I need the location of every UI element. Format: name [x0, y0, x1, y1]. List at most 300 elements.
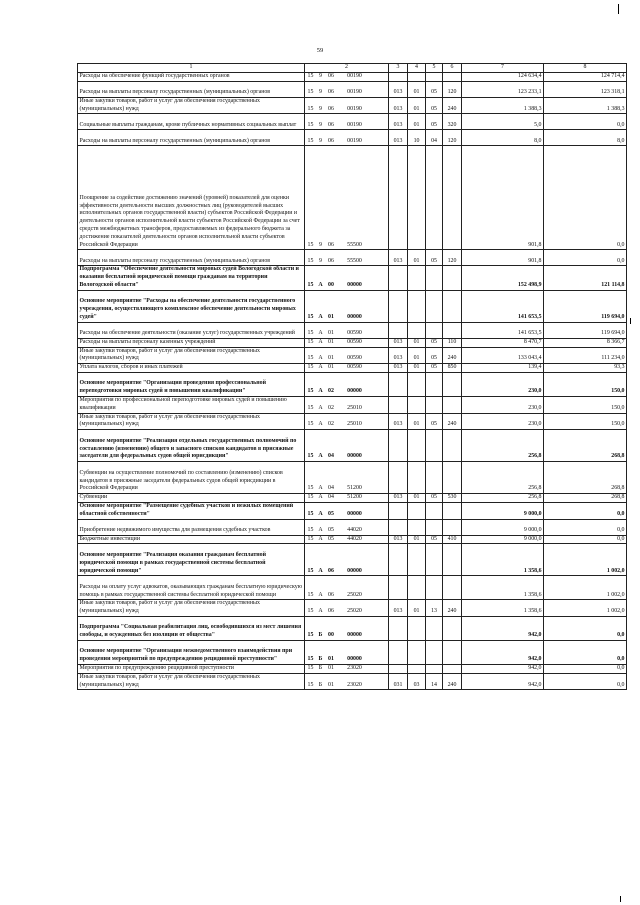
row-target-code — [305, 544, 389, 576]
row-subsection — [426, 396, 443, 413]
code-part: 00 — [328, 632, 334, 639]
code-part: 15 — [307, 241, 314, 248]
code-part: 00000 — [347, 632, 362, 639]
row-amount-year1: 8 470,7 — [462, 338, 544, 347]
row-amount-year1: 230,0 — [462, 372, 544, 396]
row-expense-type — [443, 502, 462, 519]
row-grbs — [389, 462, 408, 494]
row-name: Приобретение недвижимого имущества для размещения судебных участков — [78, 519, 305, 535]
table-row — [78, 502, 627, 519]
row-grbs: 013 — [389, 535, 408, 544]
code-part: 9 — [319, 241, 322, 248]
row-expense-type: 120 — [443, 250, 462, 266]
table-row — [78, 266, 627, 290]
row-section — [408, 462, 426, 494]
table-row — [78, 73, 627, 82]
row-target-code — [305, 462, 389, 494]
code-part: 15 — [307, 404, 314, 411]
code-part: 15 — [307, 105, 314, 112]
row-target-code — [305, 146, 389, 250]
row-section: 01 — [408, 250, 426, 266]
row-amount-year2: 0,0 — [544, 519, 627, 535]
code-part: 9 — [319, 137, 322, 144]
row-section: 01 — [408, 81, 426, 97]
row-grbs: 013 — [389, 338, 408, 347]
code-part: 00000 — [347, 656, 362, 663]
row-section — [408, 519, 426, 535]
code-part: А — [318, 567, 323, 574]
code-part: 15 — [307, 632, 314, 639]
row-section — [408, 322, 426, 338]
row-grbs: 013 — [389, 81, 408, 97]
code-part: 01 — [328, 313, 334, 320]
row-subsection: 05 — [426, 81, 443, 97]
row-amount-year2: 268,8 — [544, 462, 627, 494]
code-part: 15 — [307, 73, 314, 79]
row-grbs: 013 — [389, 250, 408, 266]
code-part: 06 — [328, 89, 334, 95]
row-name: Основное мероприятие "Реализация отдельных государственных полномочий по составлению (изменению) общего и запасного списков кандидатов в присяжные заседатели для федеральных судов общей юрисдикции" — [78, 430, 305, 462]
row-subsection: 05 — [426, 364, 443, 373]
row-expense-type — [443, 640, 462, 664]
row-amount-year2: 268,8 — [544, 430, 627, 462]
code-part: 06 — [328, 121, 334, 128]
header-col-8: 8 — [544, 64, 627, 73]
code-part: 00000 — [347, 567, 362, 574]
code-part: 15 — [307, 656, 314, 663]
code-part: А — [318, 494, 323, 501]
row-grbs — [389, 290, 408, 322]
row-target-code — [305, 290, 389, 322]
row-section: 01 — [408, 338, 426, 347]
row-target-code — [305, 502, 389, 519]
table-row — [78, 544, 627, 576]
header-col-5: 5 — [426, 64, 443, 73]
code-part: 23020 — [347, 664, 362, 671]
row-name: Бюджетные инвестиции — [78, 535, 305, 544]
row-expense-type — [443, 146, 462, 250]
code-part: 00590 — [347, 364, 362, 371]
row-subsection — [426, 372, 443, 396]
row-grbs — [389, 519, 408, 535]
row-amount-year2: 1 002,0 — [544, 544, 627, 576]
row-expense-type — [443, 462, 462, 494]
header-row — [78, 64, 627, 73]
table-row — [78, 130, 627, 146]
row-grbs: 031 — [389, 673, 408, 690]
code-part: А — [318, 421, 323, 428]
row-expense-type: 240 — [443, 347, 462, 364]
row-expense-type: 110 — [443, 338, 462, 347]
row-section: 01 — [408, 347, 426, 364]
row-target-code — [305, 413, 389, 430]
row-name: Подпрограмма "Обеспечение деятельности мировых судей Вологодской области и оказания бесплатной юридической помощи гражданам на территории Вологодской области" — [78, 266, 305, 290]
code-part: А — [318, 388, 323, 395]
code-part: 04 — [328, 453, 334, 460]
table-row — [78, 430, 627, 462]
scan-mark-bottom — [620, 896, 621, 902]
scan-mark-top — [618, 4, 619, 14]
row-name: Расходы на обеспечение функций государственных органов — [78, 73, 305, 82]
code-part: 15 — [307, 421, 314, 428]
row-amount-year2: 0,0 — [544, 535, 627, 544]
row-amount-year2: 1 002,0 — [544, 576, 627, 600]
code-part: 25020 — [347, 608, 362, 615]
code-part: А — [318, 510, 323, 517]
code-part: 06 — [328, 241, 334, 248]
code-part: А — [318, 364, 323, 371]
row-grbs — [389, 544, 408, 576]
code-part: 15 — [307, 681, 314, 688]
code-part: 9 — [319, 73, 322, 79]
row-amount-year2: 0,0 — [544, 673, 627, 690]
row-grbs: 013 — [389, 600, 408, 617]
code-part: 15 — [307, 329, 314, 336]
row-amount-year2: 268,8 — [544, 494, 627, 503]
row-section — [408, 146, 426, 250]
code-part: 00190 — [347, 121, 362, 128]
code-part: 04 — [328, 485, 334, 492]
row-expense-type — [443, 616, 462, 640]
table-row — [78, 338, 627, 347]
code-part: А — [318, 313, 323, 320]
table-row — [78, 364, 627, 373]
code-part: 15 — [307, 453, 314, 460]
row-section: 01 — [408, 600, 426, 617]
row-expense-type: 850 — [443, 364, 462, 373]
table-row — [78, 290, 627, 322]
code-part: 00190 — [347, 105, 362, 112]
code-part: 05 — [328, 510, 334, 517]
code-part: 02 — [328, 421, 334, 428]
row-subsection — [426, 544, 443, 576]
table-row — [78, 114, 627, 130]
row-amount-year1: 942,0 — [462, 616, 544, 640]
row-subsection — [426, 640, 443, 664]
row-amount-year1: 152 498,9 — [462, 266, 544, 290]
table-row — [78, 616, 627, 640]
row-expense-type — [443, 430, 462, 462]
row-amount-year2: 0,0 — [544, 640, 627, 664]
code-part: 05 — [328, 526, 334, 533]
row-subsection: 04 — [426, 130, 443, 146]
code-part: 51200 — [347, 494, 362, 501]
row-section — [408, 544, 426, 576]
code-part: Б — [318, 664, 323, 671]
row-name: Иные закупки товаров, работ и услуг для обеспечения государственных (муниципальных) нужд — [78, 673, 305, 690]
row-amount-year2: 1 002,0 — [544, 600, 627, 617]
code-part: 00000 — [347, 313, 362, 320]
row-subsection — [426, 576, 443, 600]
row-subsection — [426, 616, 443, 640]
header-col-7: 7 — [462, 64, 544, 73]
row-target-code — [305, 396, 389, 413]
row-expense-type — [443, 544, 462, 576]
row-grbs — [389, 430, 408, 462]
table-row — [78, 396, 627, 413]
code-part: 06 — [328, 73, 334, 79]
code-part: А — [318, 526, 323, 533]
row-amount-year1: 8,0 — [462, 130, 544, 146]
code-part: А — [318, 338, 323, 345]
code-part: 15 — [307, 664, 314, 671]
row-name: Иные закупки товаров, работ и услуг для обеспечения государственных (муниципальных) нужд — [78, 97, 305, 114]
code-part: 15 — [307, 535, 314, 542]
code-part: А — [318, 404, 323, 411]
row-target-code — [305, 576, 389, 600]
row-amount-year1: 133 043,4 — [462, 347, 544, 364]
row-section: 03 — [408, 673, 426, 690]
code-part: 04 — [328, 494, 334, 501]
row-section: 01 — [408, 97, 426, 114]
row-name: Расходы на выплаты персоналу государственных (муниципальных) органов — [78, 250, 305, 266]
row-amount-year2: 8,0 — [544, 130, 627, 146]
code-part: 9 — [319, 89, 322, 95]
code-part: 15 — [307, 89, 314, 95]
row-grbs — [389, 664, 408, 673]
row-expense-type: 530 — [443, 494, 462, 503]
table-row — [78, 347, 627, 364]
row-amount-year2: 8 366,7 — [544, 338, 627, 347]
row-amount-year1: 1 358,6 — [462, 576, 544, 600]
code-part: 15 — [307, 388, 314, 395]
row-amount-year1: 942,0 — [462, 673, 544, 690]
row-subsection: 05 — [426, 250, 443, 266]
row-subsection: 05 — [426, 494, 443, 503]
code-part: 25010 — [347, 404, 362, 411]
row-expense-type — [443, 519, 462, 535]
row-subsection — [426, 664, 443, 673]
row-subsection: 05 — [426, 413, 443, 430]
row-amount-year1: 9 000,0 — [462, 502, 544, 519]
code-part: 15 — [307, 526, 314, 533]
row-section: 01 — [408, 364, 426, 373]
code-part: 06 — [328, 137, 334, 144]
row-name: Основное мероприятие "Организация проведения профессиональной переподготовки мировых судей и повышения квалификации" — [78, 372, 305, 396]
table-row — [78, 322, 627, 338]
row-section — [408, 372, 426, 396]
code-part: А — [318, 329, 323, 336]
row-subsection — [426, 502, 443, 519]
row-amount-year2: 150,0 — [544, 396, 627, 413]
row-expense-type: 410 — [443, 535, 462, 544]
code-part: 02 — [328, 388, 334, 395]
header-col-3: 3 — [389, 64, 408, 73]
code-part: 01 — [328, 681, 334, 688]
code-part: 9 — [319, 105, 322, 112]
code-part: 00190 — [347, 89, 362, 95]
code-part: 00000 — [347, 388, 362, 395]
row-subsection — [426, 519, 443, 535]
row-grbs: 013 — [389, 114, 408, 130]
row-grbs: 013 — [389, 97, 408, 114]
row-section: 10 — [408, 130, 426, 146]
row-target-code — [305, 347, 389, 364]
row-target-code — [305, 640, 389, 664]
row-grbs — [389, 576, 408, 600]
row-target-code — [305, 130, 389, 146]
row-amount-year2: 0,0 — [544, 616, 627, 640]
code-part: 00 — [328, 281, 334, 288]
table-row — [78, 600, 627, 617]
code-part: 55500 — [347, 257, 362, 264]
row-amount-year1: 942,0 — [462, 640, 544, 664]
table-row — [78, 372, 627, 396]
row-section: 01 — [408, 114, 426, 130]
row-grbs: 013 — [389, 364, 408, 373]
row-section: 01 — [408, 413, 426, 430]
row-amount-year1: 9 000,0 — [462, 519, 544, 535]
row-subsection — [426, 146, 443, 250]
code-part: 15 — [307, 338, 314, 345]
code-part: 15 — [307, 364, 314, 371]
code-part: 06 — [328, 257, 334, 264]
row-subsection — [426, 322, 443, 338]
row-expense-type: 120 — [443, 81, 462, 97]
row-amount-year2: 0,0 — [544, 502, 627, 519]
code-part: 02 — [328, 404, 334, 411]
row-subsection: 05 — [426, 535, 443, 544]
code-part: 25020 — [347, 591, 362, 598]
row-grbs: 013 — [389, 347, 408, 364]
row-name: Основное мероприятие "Размещение судебных участков и нежилых помещений областной собственности" — [78, 502, 305, 519]
code-part: 00590 — [347, 355, 362, 362]
row-name: Субвенции на осуществление полномочий по составлению (изменению) списков кандидатов в присяжные заседатели федеральных судов общей юрисдикции в Российской Федерации — [78, 462, 305, 494]
row-section — [408, 640, 426, 664]
code-part: 00590 — [347, 329, 362, 336]
row-name: Субвенции — [78, 494, 305, 503]
row-grbs — [389, 372, 408, 396]
scan-mark-mid — [630, 318, 631, 324]
row-amount-year1: 5,0 — [462, 114, 544, 130]
code-part: 15 — [307, 608, 314, 615]
row-name: Уплата налогов, сборов и иных платежей — [78, 364, 305, 373]
row-amount-year2: 119 694,0 — [544, 290, 627, 322]
table-row — [78, 673, 627, 690]
code-part: 44020 — [347, 535, 362, 542]
row-target-code — [305, 494, 389, 503]
code-part: 15 — [307, 494, 314, 501]
row-amount-year2: 150,0 — [544, 372, 627, 396]
row-target-code — [305, 338, 389, 347]
row-expense-type: 240 — [443, 673, 462, 690]
row-amount-year1: 141 653,5 — [462, 290, 544, 322]
row-target-code — [305, 519, 389, 535]
code-part: 15 — [307, 591, 314, 598]
code-part: 01 — [328, 338, 334, 345]
code-part: 15 — [307, 510, 314, 517]
row-name: Основное мероприятие "Организация межведомственного взаимодействия при проведении мероприятий по предупреждению рецидивной преступности" — [78, 640, 305, 664]
row-amount-year2: 1 388,3 — [544, 97, 627, 114]
row-name: Расходы на оплату услуг адвокатов, оказывающих гражданам бесплатную юридическую помощь в рамках государственной системы бесплатной юридической помощи — [78, 576, 305, 600]
code-part: А — [318, 281, 323, 288]
code-part: 00000 — [347, 281, 362, 288]
code-part: 51200 — [347, 485, 362, 492]
row-grbs: 013 — [389, 494, 408, 503]
row-grbs — [389, 73, 408, 82]
row-amount-year1: 942,0 — [462, 664, 544, 673]
code-part: 01 — [328, 656, 334, 663]
row-subsection: 05 — [426, 338, 443, 347]
code-part: 05 — [328, 535, 334, 542]
row-section — [408, 290, 426, 322]
row-target-code — [305, 81, 389, 97]
row-name: Расходы на обеспечение деятельности (оказание услуг) государственных учреждений — [78, 322, 305, 338]
row-amount-year2: 150,0 — [544, 413, 627, 430]
code-part: 55500 — [347, 241, 362, 248]
row-name: Расходы на выплаты персоналу государственных (муниципальных) органов — [78, 81, 305, 97]
row-target-code — [305, 616, 389, 640]
table-row — [78, 462, 627, 494]
table-row — [78, 664, 627, 673]
table-row — [78, 81, 627, 97]
code-part: 06 — [328, 105, 334, 112]
code-part: Б — [318, 681, 323, 688]
code-part: А — [318, 591, 323, 598]
code-part: 15 — [307, 257, 314, 264]
table-row — [78, 535, 627, 544]
row-subsection — [426, 462, 443, 494]
code-part: 01 — [328, 664, 334, 671]
row-subsection: 05 — [426, 114, 443, 130]
code-part: 15 — [307, 313, 314, 320]
row-target-code — [305, 673, 389, 690]
row-subsection: 13 — [426, 600, 443, 617]
row-amount-year1: 139,4 — [462, 364, 544, 373]
row-target-code — [305, 600, 389, 617]
row-grbs: 013 — [389, 413, 408, 430]
table-row — [78, 250, 627, 266]
row-grbs — [389, 616, 408, 640]
row-section — [408, 616, 426, 640]
row-amount-year1: 9 000,0 — [462, 535, 544, 544]
code-part: 15 — [307, 281, 314, 288]
row-target-code — [305, 97, 389, 114]
row-subsection: 14 — [426, 673, 443, 690]
code-part: 25010 — [347, 421, 362, 428]
row-section: 01 — [408, 494, 426, 503]
row-name: Иные закупки товаров, работ и услуг для обеспечения государственных (муниципальных) нужд — [78, 347, 305, 364]
table-row — [78, 640, 627, 664]
row-amount-year1: 230,0 — [462, 396, 544, 413]
row-expense-type — [443, 664, 462, 673]
row-name: Подпрограмма "Социальная реабилитация лиц, освободившихся из мест лишения свободы, и осужденных без изоляции от общества" — [78, 616, 305, 640]
header-col-6: 6 — [443, 64, 462, 73]
table-row — [78, 576, 627, 600]
code-part: 00000 — [347, 510, 362, 517]
row-amount-year2: 0,0 — [544, 146, 627, 250]
code-part: 06 — [328, 591, 334, 598]
code-part: 15 — [307, 355, 314, 362]
code-part: 44020 — [347, 526, 362, 533]
row-name: Расходы на выплаты персоналу казенных учреждений — [78, 338, 305, 347]
row-expense-type: 240 — [443, 600, 462, 617]
row-name: Социальные выплаты гражданам, кроме публичных нормативных социальных выплат — [78, 114, 305, 130]
row-name: Расходы на выплаты персоналу государственных (муниципальных) органов — [78, 130, 305, 146]
row-amount-year1: 124 634,4 — [462, 73, 544, 82]
row-subsection — [426, 430, 443, 462]
row-name: Основное мероприятие "Реализация оказания гражданам бесплатной юридической помощи в рамках государственной системы бесплатной юридической помощи" — [78, 544, 305, 576]
row-amount-year1: 256,8 — [462, 462, 544, 494]
row-amount-year1: 1 388,3 — [462, 97, 544, 114]
row-grbs: 013 — [389, 130, 408, 146]
code-part: 15 — [307, 567, 314, 574]
row-target-code — [305, 73, 389, 82]
row-amount-year1: 141 653,5 — [462, 322, 544, 338]
budget-table — [77, 63, 627, 690]
row-amount-year2: 0,0 — [544, 250, 627, 266]
header-col-2: 2 — [305, 64, 389, 73]
